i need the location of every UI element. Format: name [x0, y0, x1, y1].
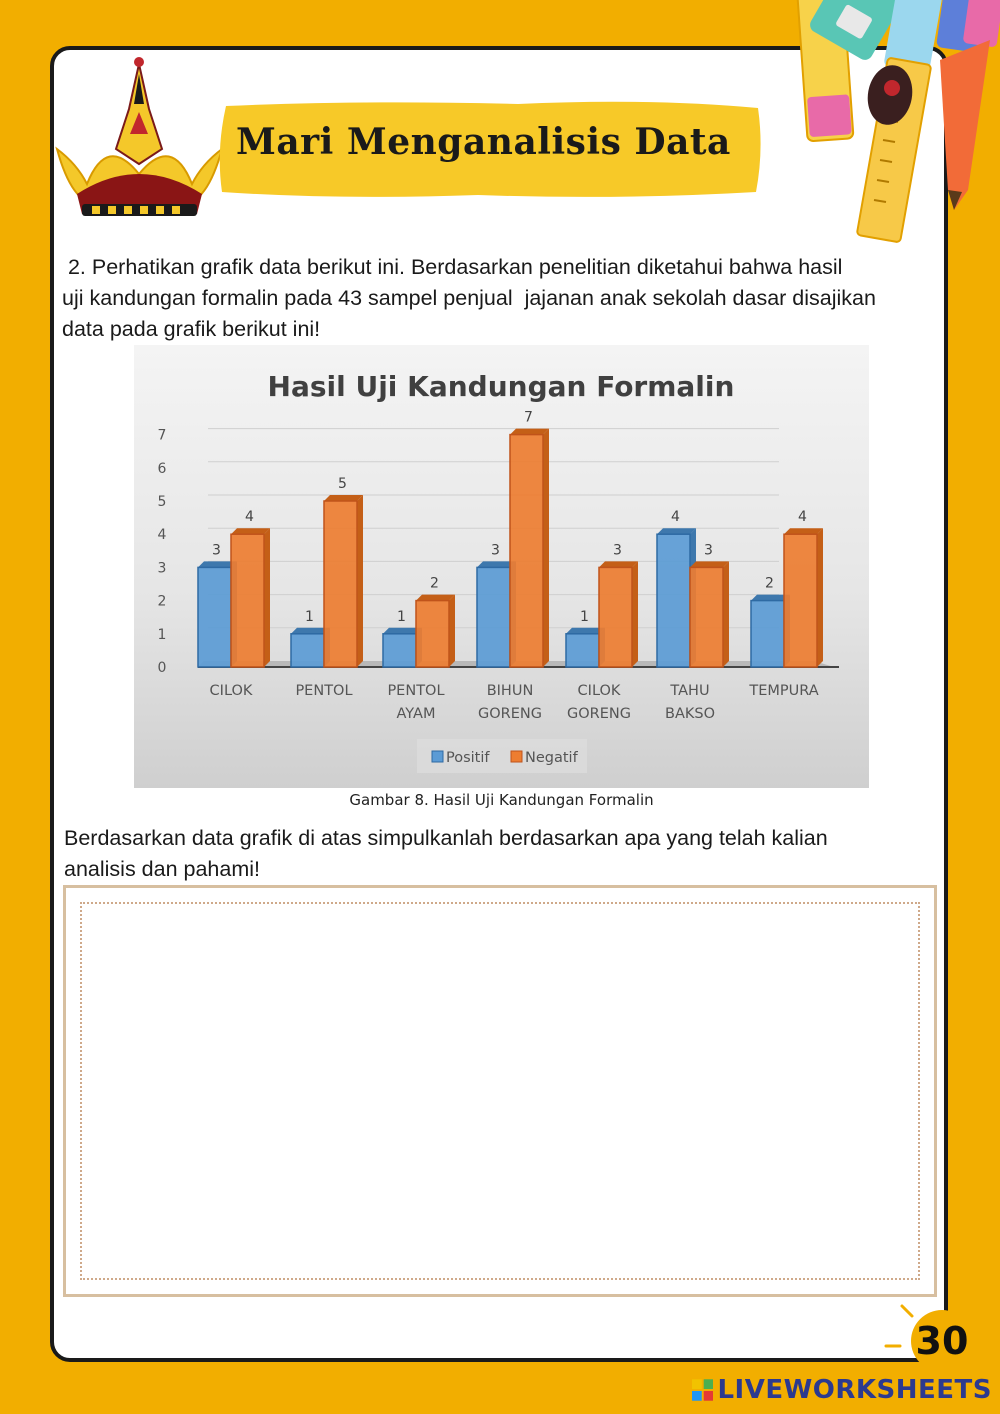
- bar: [751, 601, 784, 667]
- bar-top: [231, 528, 270, 534]
- x-tick-label: PENTOL: [295, 683, 353, 699]
- stationery-decoration-icon: [740, 0, 1000, 250]
- x-tick-label: TEMPURA: [749, 683, 819, 699]
- answer-box: [63, 885, 937, 1297]
- bar: [690, 567, 723, 667]
- chart-svg: [134, 345, 869, 788]
- y-tick-label: 2: [157, 593, 167, 610]
- bar-top: [784, 528, 823, 534]
- y-tick-label: 0: [157, 660, 167, 676]
- y-tick-label: 4: [157, 527, 167, 544]
- bar: [416, 601, 449, 667]
- bar-top: [324, 495, 363, 501]
- y-tick-label: 1: [157, 626, 167, 643]
- question-line: data pada grafik berikut ini!: [62, 317, 321, 341]
- liveworksheets-logo-icon: [692, 1379, 713, 1401]
- bar: [291, 634, 324, 667]
- bar-side: [817, 528, 823, 667]
- data-label: 1: [305, 608, 314, 625]
- data-label: 3: [613, 542, 622, 559]
- x-tick-label: PENTOL: [387, 683, 445, 699]
- x-tick-label: CILOK: [209, 683, 253, 699]
- chart-title: Hasil Uji Kandungan Formalin: [267, 370, 735, 403]
- bar-side: [543, 429, 549, 667]
- y-tick-label: 6: [157, 460, 167, 477]
- legend-label: Negatif: [525, 750, 578, 766]
- bar: [231, 534, 264, 667]
- x-tick-label: BIHUN: [486, 683, 534, 699]
- data-label: 3: [491, 542, 500, 559]
- bar-side: [723, 561, 729, 667]
- data-label: 5: [338, 476, 347, 492]
- formalin-chart: [134, 345, 869, 788]
- liveworksheets-wordmark: LIVEWORKSHEETS: [717, 1375, 992, 1405]
- bar: [657, 534, 690, 667]
- x-tick-label: GORENG: [567, 706, 631, 722]
- data-label: 7: [524, 409, 533, 426]
- liveworksheets-logo[interactable]: [692, 1374, 992, 1406]
- question-line: uji kandungan formalin pada 43 sampel penjual jajanan anak sekolah dasar disajikan: [62, 286, 876, 310]
- legend-label: Positif: [446, 750, 490, 766]
- data-label: 3: [704, 542, 713, 559]
- data-label: 1: [580, 608, 589, 625]
- page-title: Mari Menganalisis Data: [236, 121, 731, 163]
- bar: [510, 435, 543, 667]
- x-tick-label: BAKSO: [665, 706, 715, 722]
- bar-top: [599, 561, 638, 567]
- x-tick-label: AYAM: [396, 706, 436, 722]
- data-label: 4: [798, 509, 807, 526]
- instruction-text: [64, 823, 944, 885]
- bar-side: [357, 495, 363, 667]
- instruction-line: Berdasarkan data grafik di atas simpulkanlah berdasarkan apa yang telah kalian: [64, 826, 828, 850]
- y-tick-label: 5: [157, 494, 167, 510]
- answer-input[interactable]: [82, 904, 918, 1278]
- bar: [566, 634, 599, 667]
- bar: [198, 567, 231, 667]
- data-label: 3: [212, 542, 221, 559]
- bar: [477, 567, 510, 667]
- instruction-line: analisis dan pahami!: [64, 857, 261, 881]
- x-tick-label: CILOK: [577, 683, 621, 699]
- bar: [784, 534, 817, 667]
- bar-top: [510, 429, 549, 435]
- bar-side: [449, 595, 455, 667]
- y-tick-label: 3: [157, 560, 167, 577]
- bar-side: [632, 561, 638, 667]
- x-tick-label: TAHU: [670, 683, 710, 699]
- figure-caption: Gambar 8. Hasil Uji Kandungan Formalin: [349, 791, 654, 809]
- bar: [599, 567, 632, 667]
- legend-swatch: [511, 751, 522, 762]
- siger-crown-icon: [52, 54, 227, 226]
- bar-top: [690, 561, 729, 567]
- bar: [324, 501, 357, 667]
- question-text: [62, 252, 952, 345]
- page-number: 30: [911, 1310, 973, 1372]
- answer-border: [80, 902, 920, 1280]
- data-label: 2: [765, 575, 774, 592]
- y-tick-label: 7: [157, 427, 167, 444]
- bar: [383, 634, 416, 667]
- bar-top: [416, 595, 455, 601]
- question-line: 2. Perhatikan grafik data berikut ini. Berdasarkan penelitian diketahui bahwa hasil: [62, 255, 843, 279]
- x-tick-label: GORENG: [478, 706, 542, 722]
- data-label: 4: [245, 509, 254, 526]
- data-label: 2: [430, 575, 439, 592]
- bar-side: [264, 528, 270, 667]
- legend-swatch: [432, 751, 443, 762]
- data-label: 4: [671, 509, 680, 526]
- data-label: 1: [397, 608, 406, 625]
- bar-top: [657, 528, 696, 534]
